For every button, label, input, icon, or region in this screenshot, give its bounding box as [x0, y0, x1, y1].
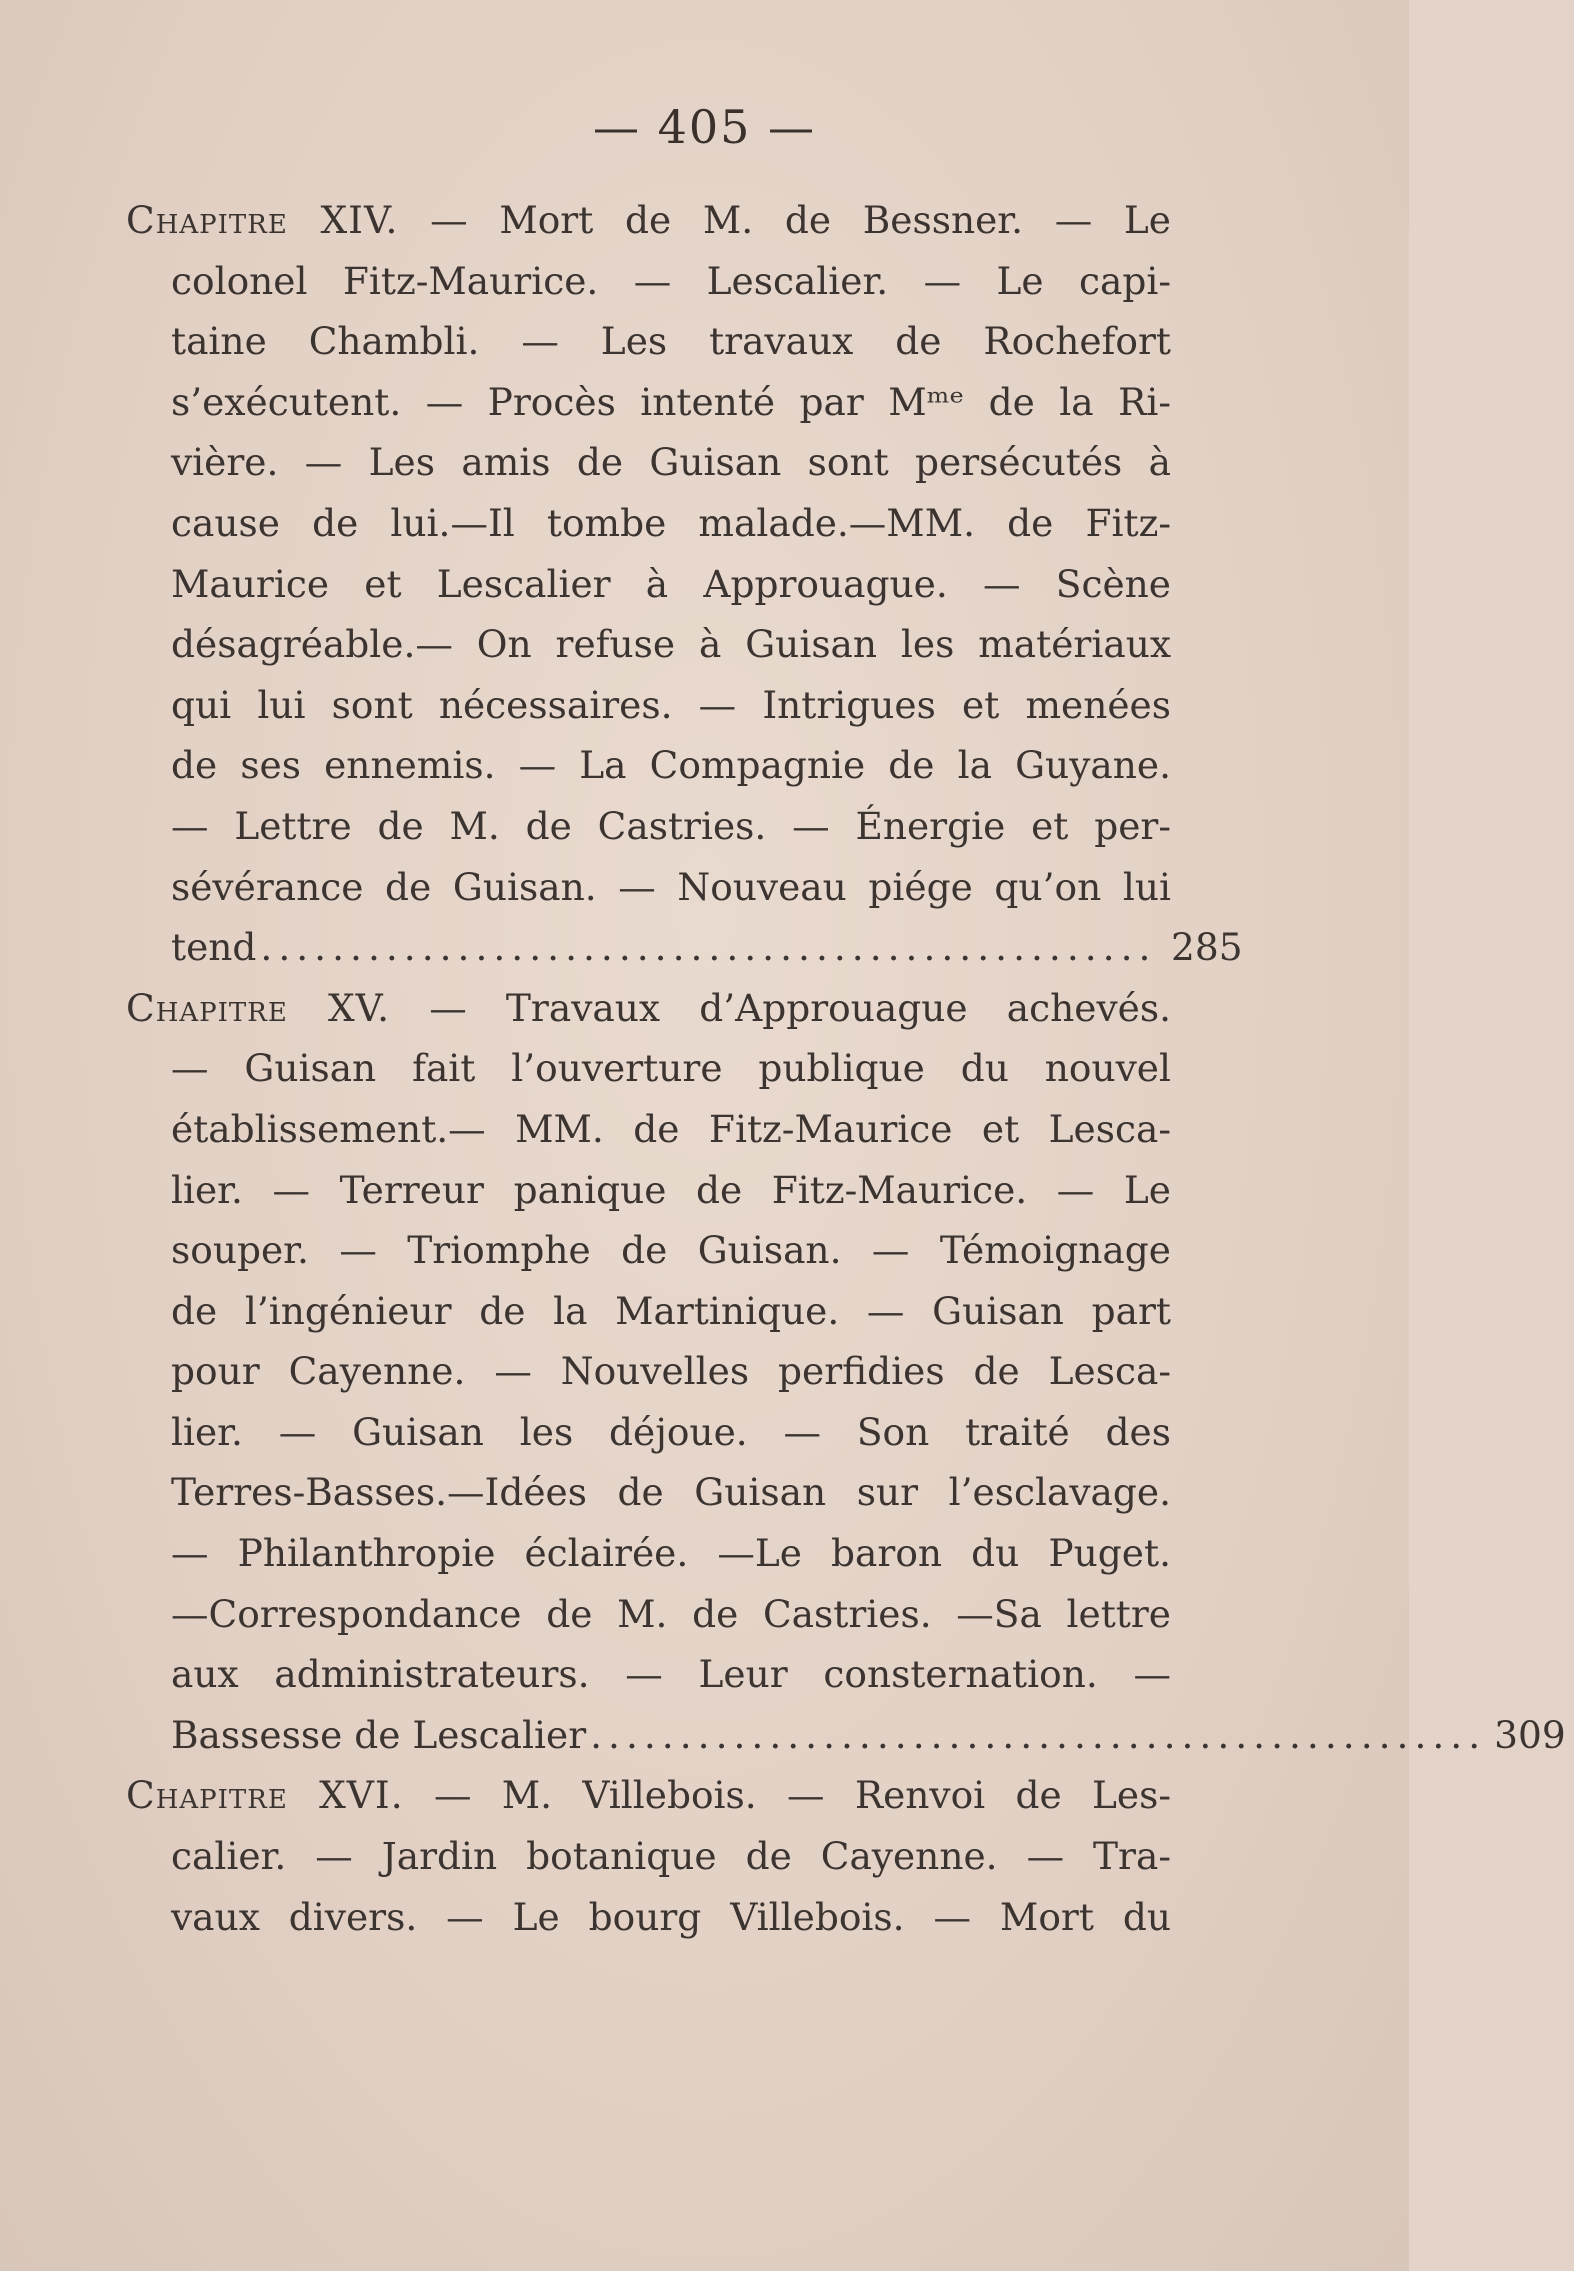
entry-line: [126, 190, 1251, 251]
entry-text: tend: [171, 925, 257, 970]
toc-entry-chapter-xv: [126, 978, 1566, 1766]
chapter-label: Chapitre XV.: [126, 985, 391, 1030]
chapter-label: Chapitre XVI.: [126, 1773, 404, 1818]
page-reference: 309: [1494, 1712, 1566, 1757]
entry-final-line: [126, 1705, 1566, 1766]
entry-line: établissement.— MM. de Fitz-Maurice et Lesca-: [171, 1106, 1171, 1151]
entry-text: — Mort de M. de Bessner. — Le: [398, 198, 1171, 242]
entry-line: calier. — Jardin botanique de Cayenne. — Tra-: [171, 1834, 1171, 1879]
entry-line: —Correspondance de M. de Castries. —Sa lettre: [171, 1591, 1171, 1636]
entry-line: — Philanthropie éclairée. —Le baron du Puget.: [171, 1531, 1171, 1576]
entry-text: — Travaux d’Approuague achevés.: [390, 985, 1171, 1030]
entry-line: lier. — Guisan les déjoue. — Son traité des: [171, 1409, 1171, 1454]
entry-line: sévérance de Guisan. — Nouveau piége qu’on lui: [171, 864, 1171, 909]
entry-line: de l’ingénieur de la Martinique. — Guisan part: [171, 1288, 1171, 1333]
entry-line: cause de lui.—Il tombe malade.—MM. de Fitz-: [171, 500, 1171, 545]
table-of-contents: [126, 190, 1566, 1947]
entry-line: souper. — Triomphe de Guisan. — Témoignage: [171, 1228, 1171, 1273]
entry-line: Terres-Basses.—Idées de Guisan sur l’esclavage.: [171, 1470, 1171, 1515]
toc-entry-chapter-xvi: [126, 1765, 1251, 1947]
entry-line: qui lui sont nécessaires. — Intrigues et menées: [171, 682, 1171, 727]
entry-line: — Lettre de M. de Castries. — Énergie et per-: [171, 803, 1171, 848]
entry-line: taine Chambli. — Les travaux de Rochefort: [171, 319, 1171, 364]
entry-line: colonel Fitz-Maurice. — Lescalier. — Le capi-: [171, 258, 1171, 303]
entry-text: Bassesse de Lescalier: [171, 1712, 587, 1757]
entry-line: aux administrateurs. — Leur consternation. —: [171, 1652, 1171, 1697]
entry-line: — Guisan fait l’ouverture publique du nouvel: [171, 1046, 1171, 1091]
entry-line: [126, 978, 1251, 1039]
dot-leader: ..................................................: [590, 1712, 1487, 1757]
toc-entry-chapter-xiv: [126, 190, 1251, 978]
entry-text: — M. Villebois. — Renvoi de Les-: [403, 1773, 1171, 1818]
entry-line: vaux divers. — Le bourg Villebois. — Mort du: [171, 1894, 1171, 1939]
entry-line: Maurice et Lescalier à Approuague. — Scène: [171, 561, 1171, 606]
entry-line: lier. — Terreur panique de Fitz-Maurice. — Le: [171, 1167, 1171, 1212]
entry-line: [126, 1765, 1251, 1826]
entry-line: de ses ennemis. — La Compagnie de la Guyane.: [171, 743, 1171, 788]
entry-line: désagréable.— On refuse à Guisan les matériaux: [171, 622, 1171, 667]
entry-final-line: [126, 917, 1251, 978]
page-number: — 405 —: [592, 100, 817, 154]
entry-line: s’exécutent. — Procès intenté par Mᵐᵉ de la Ri-: [171, 379, 1171, 424]
page-reference: 285: [1171, 925, 1243, 970]
dot-leader: ..................................................: [260, 925, 1157, 970]
chapter-label: Chapitre XIV.: [126, 198, 399, 242]
entry-line: vière. — Les amis de Guisan sont persécutés à: [171, 440, 1171, 485]
entry-line: pour Cayenne. — Nouvelles perfidies de Lesca-: [171, 1349, 1171, 1394]
